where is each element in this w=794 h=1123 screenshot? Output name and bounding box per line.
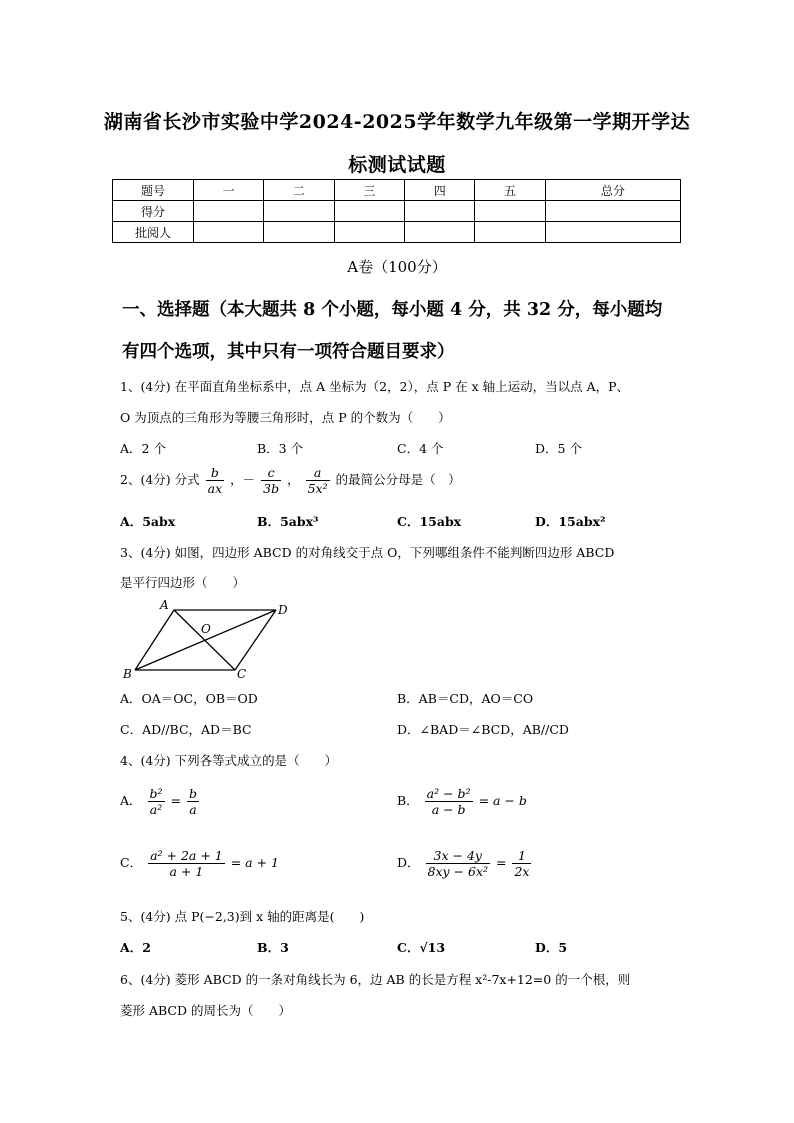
rhs-expression: = a − b [478,793,527,808]
question-2-prefix: 2、(4分) 分式 [120,472,200,487]
score-cell [334,201,404,222]
table-header-cell: 总分 [545,180,680,201]
page-title-line2: 标测试试题 [348,154,446,176]
table-header-cell: 三 [334,180,404,201]
question-3-line2: 是平行四边形（ ） [120,575,246,590]
fraction-2 [261,465,281,496]
question-6-line1: 6、(4分) 菱形 ABCD 的一条对角线长为 6，边 AB 的长是方程 x²-7x+12=0 的一个根，则 [120,972,631,987]
question-5-stem: 5、(4分) 点 P(−2,3)到 x 轴的距离是( ) [120,909,365,924]
fraction-1 [206,465,225,496]
table-header-cell: 题号 [113,180,194,201]
question-4-option-b [397,786,527,817]
question-3-option-a: A．OA＝OC，OB＝OD [120,691,258,706]
vertex-label-a: A [160,598,169,612]
fraction-numerator: a² + 2a + 1 [150,848,223,863]
table-header-cell: 二 [264,180,334,201]
question-2-option-c: C．15abx [397,514,462,529]
fraction-numerator: a [306,465,330,481]
fraction-denominator: 8xy − 6x² [427,864,489,879]
fraction-numerator: 1 [512,848,531,864]
lhs-fraction [426,848,491,879]
question-1-option-b: B．3 个 [257,441,304,456]
question-5-option-a: A．2 [120,940,151,955]
question-2-option-b: B．5abx³ [257,514,319,529]
parallelogram-figure [118,598,298,683]
fraction-denominator: 3b [263,481,280,496]
question-3-option-c: C．AD//BC，AD＝BC [120,722,252,737]
question-3-option-d: D．∠BAD＝∠BCD，AB//CD [397,722,569,737]
lhs-fraction [425,786,473,817]
fraction-numerator: b [188,786,197,801]
question-1-line1: 1、(4分) 在平面直角坐标系中，点 A 坐标为（2，2），点 P 在 x 轴上运动，当以点 A，P、 [120,379,630,394]
score-cell [545,201,680,222]
score-cell [545,222,680,243]
option-label: D． [397,855,420,870]
score-cell [194,222,264,243]
score-table [112,179,681,243]
question-4-option-c [120,848,279,879]
question-2-option-a: A．5abx [120,514,176,529]
fraction-numerator: 3x − 4y [426,848,491,864]
question-6-line2: 菱形 ABCD 的周长为（ ） [120,1003,291,1018]
question-1-option-a: A．2 个 [120,441,166,456]
fraction-denominator: a + 1 [169,864,204,879]
fraction-numerator: b² [149,786,163,801]
fraction-denominator: a² [149,802,163,817]
question-3-line1: 3、(4分) 如图，四边形 ABCD 的对角线交于点 O，下列哪组条件不能判断四边形 ABCD [120,545,615,560]
vertex-label-o: O [201,622,211,636]
question-2-suffix: 的最简公分母是（ ） [335,472,461,487]
question-4-option-a [120,786,201,817]
question-2-option-d: D．15abx² [535,514,606,529]
table-header-cell: 五 [475,180,545,201]
question-1-line2: O 为顶点的三角形为等腰三角形时，点 P 的个数为（ ） [120,410,451,425]
table-row-label: 得分 [113,201,194,222]
rhs-fraction [187,786,199,817]
score-cell [264,201,334,222]
score-cell [475,222,545,243]
score-cell [405,222,475,243]
section-heading-line2: 有四个选项，其中只有一项符合题目要求） [122,342,455,362]
option-label: C． [120,855,143,870]
fraction-denominator: 5x² [307,481,328,496]
equals-sign: = [496,855,507,870]
volume-label: A卷（100分） [347,258,447,276]
table-row-label: 批阅人 [113,222,194,243]
question-1-option-d: D．5 个 [535,441,582,456]
section-heading-line1: 一、选择题（本大题共 8 个小题，每小题 4 分，共 32 分，每小题均 [122,300,663,320]
fraction-denominator: ax [207,481,223,496]
fraction-numerator: b [206,465,225,481]
lhs-fraction [148,848,225,879]
question-5-option-b: B．3 [257,940,289,955]
fraction-denominator: a − b [431,802,466,817]
fraction-denominator: a [189,802,197,817]
option-label: B． [397,793,419,808]
table-row [113,201,681,222]
table-row [113,180,681,201]
separator: ， [287,472,300,487]
vertex-label-b: B [123,667,132,681]
question-2-stem [120,465,461,496]
score-cell [405,201,475,222]
rhs-expression: = a + 1 [230,855,279,870]
fraction-numerator: c [261,465,281,481]
score-cell [194,201,264,222]
question-4-option-d [397,848,533,879]
table-row [113,222,681,243]
question-4-stem: 4、(4分) 下列各等式成立的是（ ） [120,753,338,768]
table-header-cell: 四 [405,180,475,201]
question-1-option-c: C．4 个 [397,441,444,456]
question-5-option-c: C．√13 [397,940,446,955]
vertex-label-c: C [237,667,247,681]
question-5-option-d: D．5 [535,940,568,955]
score-cell [334,222,404,243]
score-cell [264,222,334,243]
vertex-label-d: D [278,603,288,617]
fraction-numerator: a² − b² [426,786,471,801]
equals-sign: = [170,793,181,808]
option-label: A． [120,793,142,808]
score-cell [475,201,545,222]
separator: ，－ [230,472,256,487]
fraction-denominator: 2x [514,864,530,879]
page-title-line1: 湖南省长沙市实验中学2024-2025学年数学九年级第一学期开学达 [103,111,691,133]
fraction-3 [306,465,330,496]
question-3-option-b: B．AB＝CD，AO＝CO [397,691,534,706]
lhs-fraction [148,786,165,817]
rhs-fraction [512,848,531,879]
table-header-cell: 一 [194,180,264,201]
